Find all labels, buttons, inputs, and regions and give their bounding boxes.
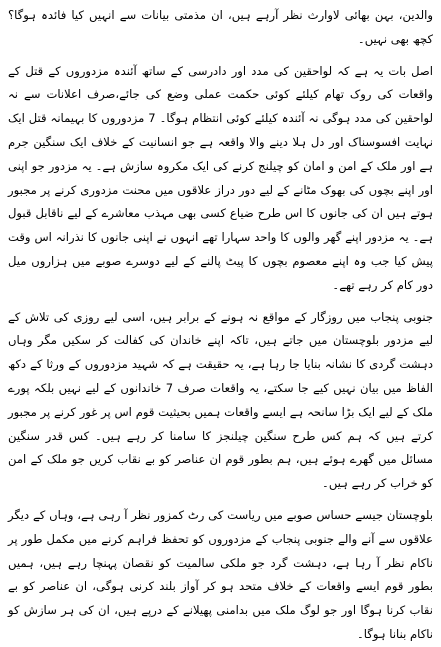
paragraph-4: بلوچستان جیسے حساس صوبے میں ریاست کی رٹ کمزور نظر آ رہی ہے، وہاں کے دیگر علاقوں سے آنے والے جنوبی پنجاب کے مزدوروں کو تحفظ فراہم کرنے میں مکمل طور پر ناکام نظر آ رہا ہے، دہشت گرد جو ملکی سالمیت کو نقصان پہنچا رہے ہیں، ہمیں بطور قوم ایسے واقعات کے خلاف متحد ہو کر آواز بلند کرنی ہوگی، ان عناصر کو بے نقاب کرنا ہوگا اور جو لوگ ملک میں بدامنی پھیلانے کے درپے ہیں، ان کی ہر سازش کو ناکام بنانا ہوگا۔ [8, 507, 433, 641]
paragraph-2: اصل بات یہ ہے کہ لواحقین کی مدد اور دادرسی کے ساتھ آئندہ مزدوروں کے قتل کے واقعات کی روک تھام کیلئے کوئی حکمت عملی وضع کی جائے،صرف اعلانات سے نہ لواحقین کی مدد ہوگی نہ آئندہ کیلئے کوئی انتظام ہوگا۔ 7 مزدوروں کا بہیمانہ قتل ایک نہایت افسوسناک اور دل ہلا دینے والا واقعہ ہے جو انسانیت کے خلاف ایک سنگین جرم ہے اور ملک کے امن و امان کو چیلنج کرنے کی ایک مکروہ سازش ہے۔ یہ مزدور جو اپنی اور اپنے بچوں کی بھوک مٹانے کے لیے دور دراز علاقوں میں محنت مزدوری کرنے پر مجبور ہوتے ہیں ان کی جانوں کا اس طرح ضیاع کسی بھی مہذب معاشرے کے لیے ناقابل قبول ہے۔ یہ مزدور اپنے گھر والوں کا واحد سہارا تھے انہوں نے اپنی جانوں کا نذرانہ اس وقت پیش کیا جب وہ اپنے معصوم بچوں کا پیٹ پالنے کے لیے دوسرے صوبے میں ہزاروں میل دور کام کر رہے تھے۔ [8, 63, 434, 292]
paragraph-3: جنوبی پنجاب میں روزگار کے مواقع نہ ہونے کے برابر ہیں، اسی لیے روزی کی تلاش کے لیے مزدور بلوچستان میں جاتے ہیں، تاکہ اپنے خاندان کی کفالت کر سکیں مگر وہاں دہشت گردی کا نشانہ بنایا جا رہا ہے، یہ حقیقت ہے کہ شہید مزدوروں کے ورثا کے دکھ الفاظ میں بیان نہیں کیے جا سکتے، یہ واقعات صرف 7 خاندانوں کے لیے نہیں بلکہ پورے ملک کے لیے ایک بڑا سانحہ ہے ایسے واقعات ہمیں بحیثیت قوم اس پر غور کرنے پر مجبور کرتے ہیں کہ ہم کس طرح سنگین چیلنجز کا سامنا کر رہے ہیں۔ کس قدر سنگین مسائل میں گھرے ہوئے ہیں، ہم بطور قوم ان عناصر کو بے نقاب کریں جو ملک کے امن کو خراب کر رہے ہیں۔ [8, 309, 433, 491]
paragraph-1: والدین، بہن بھائی لاوارث نظر آرہے ہیں، ان مذمتی بیانات سے انہیں کیا فائدہ ہوگا؟ کچھ بھی نہیں۔ [8, 8, 433, 46]
